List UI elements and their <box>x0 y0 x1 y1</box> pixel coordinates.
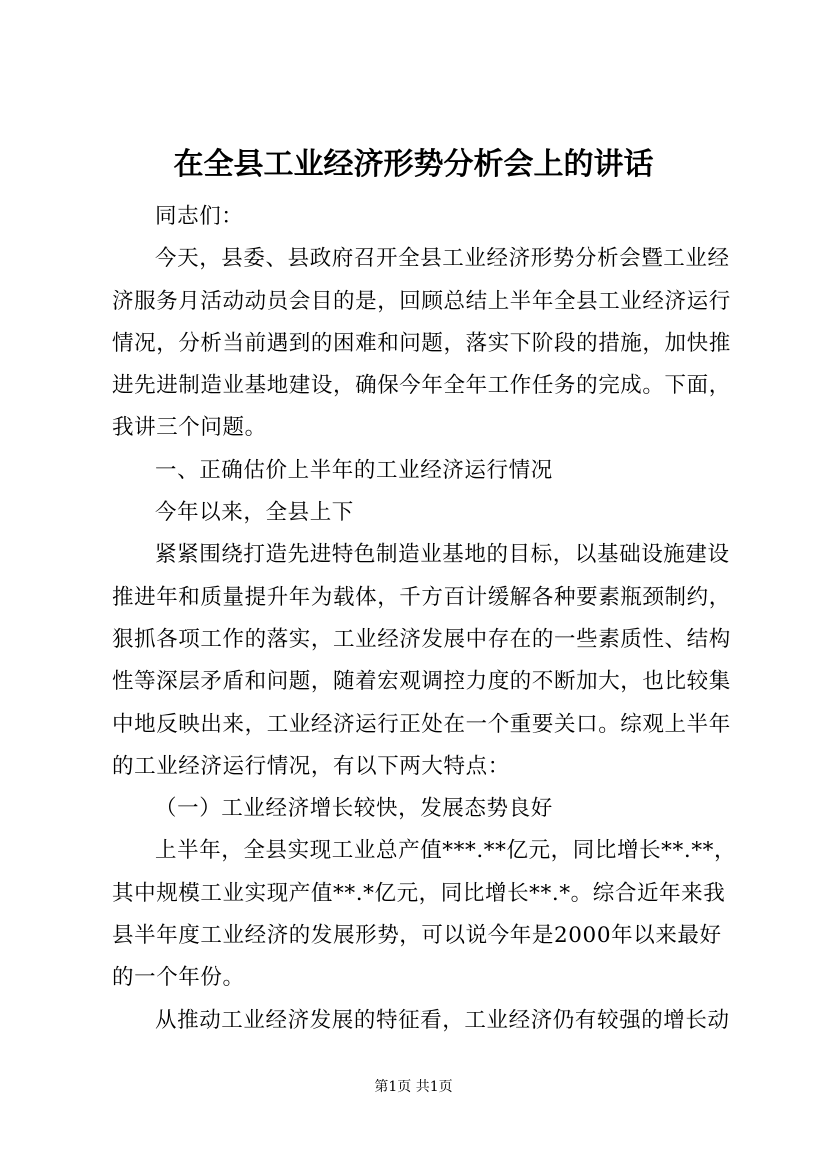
paragraph-line: 性等深层矛盾和问题，随着宏观调控力度的不断加大，也比较集 <box>112 669 731 695</box>
paragraph-line: 今年以来，全县上下 <box>155 500 354 526</box>
paragraph-line: 今天，县委、县政府召开全县工业经济形势分析会暨工业经 <box>155 246 730 272</box>
paragraph-line: 其中规模工业实现产值**.*亿元，同比增长**.*。综合近年来我 <box>112 880 726 906</box>
paragraph-line: 我讲三个问题。 <box>112 415 267 441</box>
paragraph-line: 上半年，全县实现工业总产值***.**亿元，同比增长**.**， <box>155 838 737 864</box>
paragraph-line: 县半年度工业经济的发展形势，可以说今年是2000年以来最好 <box>112 923 722 949</box>
subsection-heading: （一）工业经济增长较快，发展态势良好 <box>155 796 553 822</box>
paragraph-line: 情况，分析当前遇到的困难和问题，落实下阶段的措施，加快推 <box>112 330 731 356</box>
paragraph-line: 推进年和质量提升年为载体，千方百计缓解各种要素瓶颈制约， <box>112 584 731 610</box>
paragraph-line: 的一个年份。 <box>112 965 245 991</box>
paragraph-line: 的工业经济运行情况，有以下两大特点： <box>112 753 510 779</box>
paragraph-line: 从推动工业经济发展的特征看，工业经济仍有较强的增长动 <box>155 1007 730 1033</box>
paragraph-line: 济服务月活动动员会目的是，回顾总结上半年全县工业经济运行 <box>112 288 731 314</box>
paragraph-line: 紧紧围绕打造先进特色制造业基地的目标，以基础设施建设 <box>155 542 730 568</box>
paragraph-line: 中地反映出来，工业经济运行正处在一个重要关口。综观上半年 <box>112 711 731 737</box>
document-body <box>112 196 740 1042</box>
page-number-footer: 第1页 共1页 <box>374 1079 453 1095</box>
document-title: 在全县工业经济形势分析会上的讲话 <box>173 147 654 182</box>
salutation-line: 同志们： <box>155 204 244 229</box>
section-heading: 一、正确估价上半年的工业经济运行情况 <box>155 457 553 483</box>
paragraph-line: 进先进制造业基地建设，确保今年全年工作任务的完成。下面， <box>112 373 731 399</box>
paragraph-line: 狠抓各项工作的落实，工业经济发展中存在的一些素质性、结构 <box>112 626 731 652</box>
